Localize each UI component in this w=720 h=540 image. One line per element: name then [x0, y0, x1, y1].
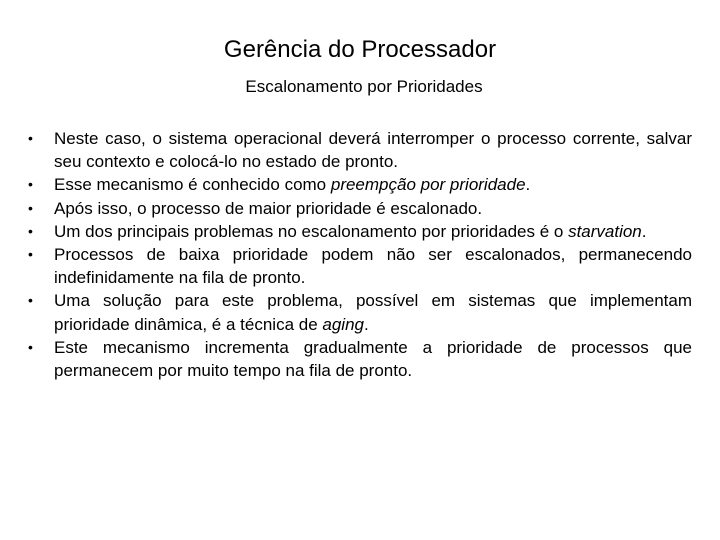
- bullet-icon: •: [28, 222, 33, 239]
- bullet-icon: •: [28, 246, 33, 263]
- bullet-text: Uma solução para este problema, possível em sistemas que implementam prioridade dinâmica, é a técnica de aging.: [54, 291, 692, 334]
- bullet-text: Um dos principais problemas no escalonamento por prioridades é o starvation.: [54, 221, 647, 241]
- bullet-text: Processos de baixa prioridade podem não ser escalonados, permanecendo indefinidamente na fila de pronto.: [54, 245, 692, 288]
- bullet-item: [24, 127, 692, 173]
- bullet-icon: •: [28, 199, 33, 216]
- bullet-text: Após isso, o processo de maior prioridade é escalonado.: [54, 198, 483, 218]
- slide-subtitle: Escalonamento por Prioridades: [245, 77, 483, 96]
- italic-term: preempção por prioridade: [330, 175, 526, 195]
- bullet-list: [24, 127, 692, 382]
- italic-term: aging: [322, 314, 364, 334]
- bullet-text: Esse mecanismo é conhecido como preempção por prioridade.: [54, 175, 531, 195]
- bullet-item: [24, 243, 692, 289]
- bullet-icon: •: [28, 176, 33, 193]
- bullet-icon: •: [28, 130, 33, 146]
- bullet-item: [24, 220, 692, 243]
- bullet-text: Neste caso, o sistema operacional deverá interromper o processo corrente, salvar seu contexto e colocá-lo no estado de pronto.: [54, 129, 692, 172]
- bullet-text: Este mecanismo incrementa gradualmente a prioridade de processos que permanecem por muito tempo na fila de pronto.: [54, 337, 692, 381]
- italic-term: starvation: [568, 221, 642, 241]
- bullet-item: [24, 289, 692, 335]
- bullet-item: [24, 197, 692, 220]
- bullet-icon: •: [28, 292, 33, 309]
- slide-title: Gerência do Processador: [223, 36, 497, 63]
- bullet-item: [24, 173, 692, 196]
- bullet-icon: •: [28, 338, 33, 355]
- bullet-item: [24, 336, 692, 382]
